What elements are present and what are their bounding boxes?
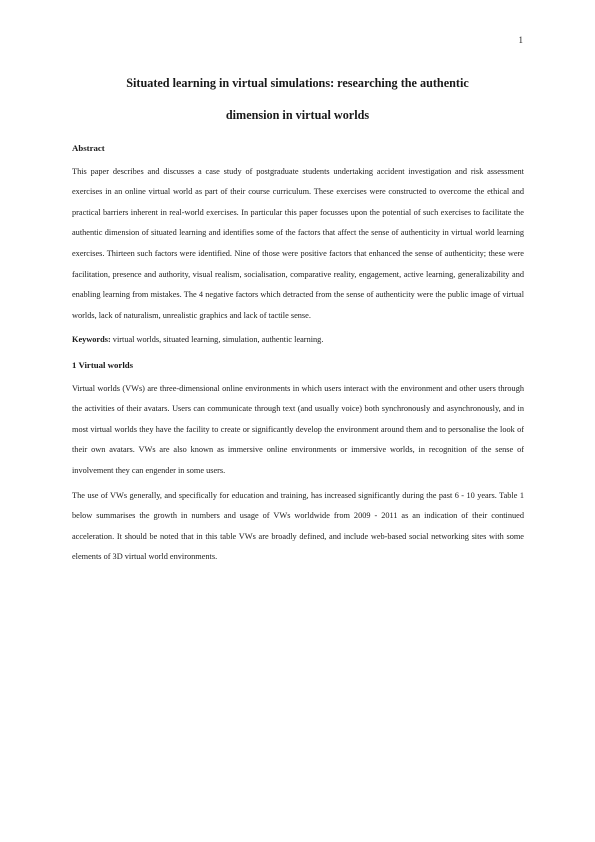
paper-title [60,67,535,131]
abstract-text: This paper describes and discusses a case study of postgraduate students undertaking accident investigation and risk assessment exercises in an online virtual world as part of their course curriculum. These exercises were constructed to overcome the ethical and practical barriers inherent in real-world exercises. In particular this paper focusses upon the potential of such exercises to facilitate the authentic dimension of situated learning and identifies some of the factors that affect the sense of authenticity in virtual world learning exercises. Thirteen such factors were identified. Nine of those were positive factors that enhanced the sense of authenticity; these were facilitation, presence and authority, visual realism, socialisation, comparative reality, engagement, active learning, generalizability and enabling learning from mistakes. The 4 negative factors which detracted from the sense of authenticity were the public image of virtual worlds, lack of naturalism, unrealistic graphics and lack of tactile sense. [72,166,524,320]
keywords [72,330,524,351]
title-line-2: dimension in virtual worlds [225,108,370,122]
abstract-heading: Abstract [72,143,105,153]
section-1-heading: 1 Virtual worlds [72,359,134,370]
section-1-paragraph-2: The use of VWs generally, and specifically for education and training, has increased significantly during the past 6 - 10 years. Table 1 below summarises the growth in numbers and usage of VWs worldwide from 2009 - 2011 as an indication of their continued acceleration. It should be noted that in this table VWs are broadly defined, and include web-based social networking sites with some elements of 3D virtual world environments. [72,490,524,562]
section-1-paragraph-1: Virtual worlds (VWs) are three-dimensional online environments in which users interact with the environment and other users through the activities of their avatars. Users can communicate through text (and usually voice) both synchronously and asynchronously, and in most virtual worlds they have the facility to create or significantly develop the environment around them and to personalise the look of their own avatars. VWs are also known as immersive online environments or immersive worlds, in recognition of the sense of involvement they can engender in some users. [72,383,524,475]
keywords-label: Keywords: [72,335,111,345]
paper-body [72,138,524,572]
keywords-text: virtual worlds, situated learning, simulation, authentic learning. [110,335,324,345]
page-number: 1 [518,35,523,45]
title-line-1: Situated learning in virtual simulations: researching the authentic [126,76,469,90]
